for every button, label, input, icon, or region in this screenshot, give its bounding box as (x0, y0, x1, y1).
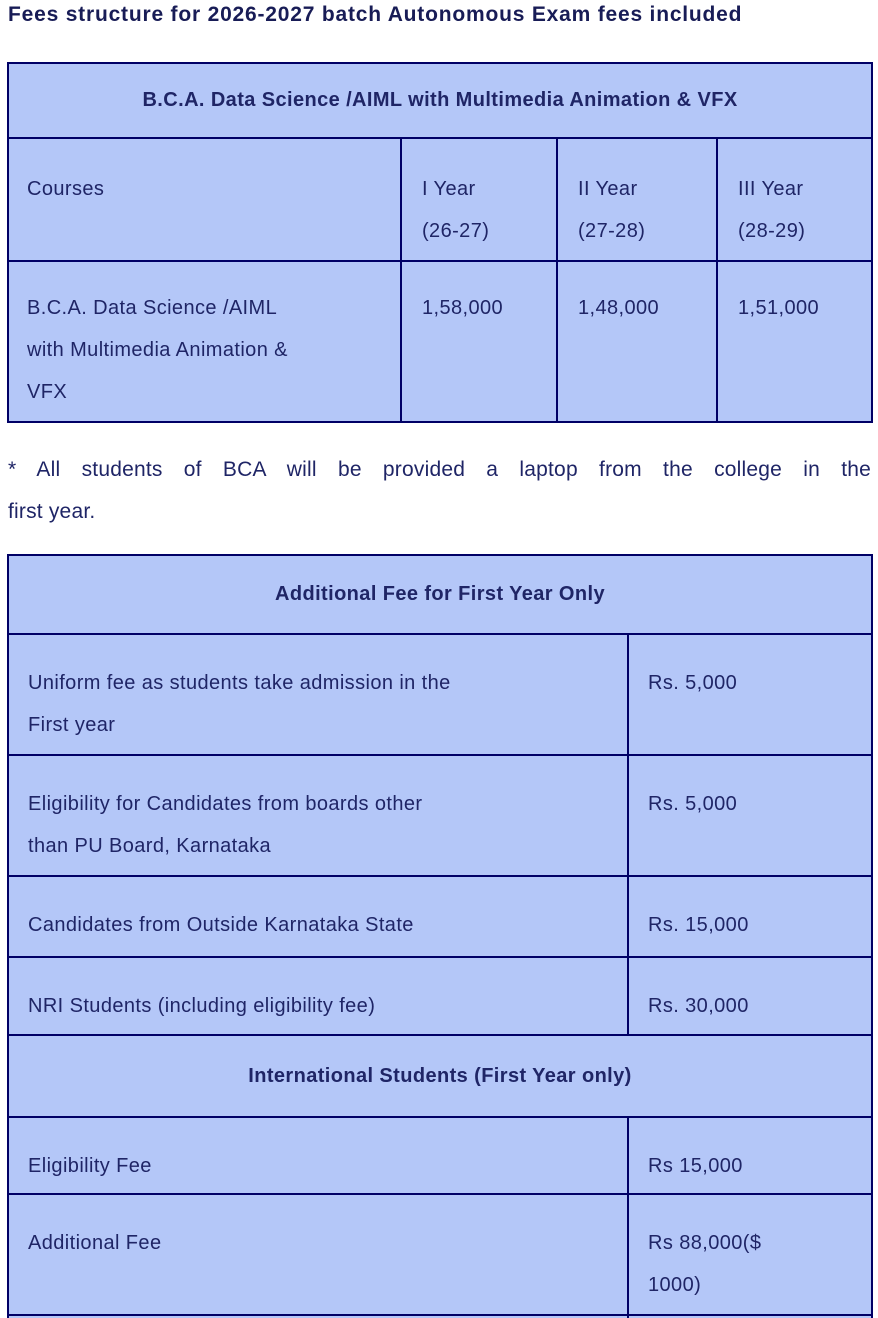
fee-label: NRI Students (including eligibility fee) (28, 995, 376, 1017)
column-header-year3 (717, 138, 872, 261)
course-fee-row (8, 261, 872, 422)
year2-sub: (27-28) (578, 220, 646, 242)
year2-label: II Year (578, 178, 638, 200)
fee-value: Rs 15,000 (648, 1155, 743, 1177)
year1-label: I Year (422, 178, 476, 200)
course-fees-table (7, 62, 873, 423)
fee-label: Uniform fee as students take admission in the First year (28, 672, 451, 736)
fee-row-uniform (8, 634, 872, 755)
course-table-header: B.C.A. Data Science /AIML with Multimedia Animation & VFX (8, 63, 872, 138)
fee-value-cell (628, 755, 872, 876)
column-header-courses (8, 138, 401, 261)
fee-value: Rs 88,000($ 1000) (648, 1232, 762, 1296)
fee-label-cell (8, 634, 628, 755)
laptop-note-line1: * All students of BCA will be provided a laptop from the college in the (8, 458, 871, 481)
fee-row-eligibility-other-boards (8, 755, 872, 876)
fee-year2-cell (557, 261, 717, 422)
fee-label-cell (8, 876, 628, 957)
fee-year1-value: 1,58,000 (422, 297, 504, 319)
fee-year3-cell (717, 261, 872, 422)
fee-row-intl-additional (8, 1194, 872, 1315)
fee-value-cell (628, 634, 872, 755)
fee-label-cell (8, 1194, 628, 1315)
fee-value-cell (628, 1117, 872, 1194)
laptop-note (8, 449, 871, 533)
year1-sub: (26-27) (422, 220, 490, 242)
fee-row-outside-karnataka (8, 876, 872, 957)
fee-value-cell (628, 1194, 872, 1315)
course-name: B.C.A. Data Science /AIML with Multimedia Animation & VFX (27, 297, 288, 403)
fee-row-intl-eligibility (8, 1117, 872, 1194)
fee-label: Candidates from Outside Karnataka State (28, 914, 414, 936)
additional-fee-header: Additional Fee for First Year Only (8, 555, 872, 634)
fee-label-cell (8, 755, 628, 876)
fee-value: Rs. 5,000 (648, 672, 738, 694)
fee-value: Rs. 30,000 (648, 995, 749, 1017)
fee-year1-cell (401, 261, 557, 422)
fee-value-cell (628, 876, 872, 957)
column-header-year1 (401, 138, 557, 261)
page-title: Fees structure for 2026-2027 batch Autonomous Exam fees included (8, 3, 743, 26)
column-header-year2 (557, 138, 717, 261)
fee-label: Additional Fee (28, 1232, 162, 1254)
fee-label: Eligibility for Candidates from boards other than PU Board, Karnataka (28, 793, 423, 857)
courses-label: Courses (27, 178, 105, 200)
fee-year3-value: 1,51,000 (738, 297, 820, 319)
year3-label: III Year (738, 178, 804, 200)
year3-sub: (28-29) (738, 220, 806, 242)
fee-value: Rs. 5,000 (648, 793, 738, 815)
additional-fees-table (7, 554, 873, 1318)
laptop-note-line2: first year. (8, 500, 96, 523)
fee-label: Eligibility Fee (28, 1155, 152, 1177)
fee-value: Rs. 15,000 (648, 914, 749, 936)
fee-value-cell (628, 957, 872, 1035)
fee-row-nri-students (8, 957, 872, 1035)
course-name-cell (8, 261, 401, 422)
international-students-header: International Students (First Year only) (8, 1035, 872, 1117)
fee-label-cell (8, 957, 628, 1035)
fee-label-cell (8, 1117, 628, 1194)
fee-year2-value: 1,48,000 (578, 297, 660, 319)
